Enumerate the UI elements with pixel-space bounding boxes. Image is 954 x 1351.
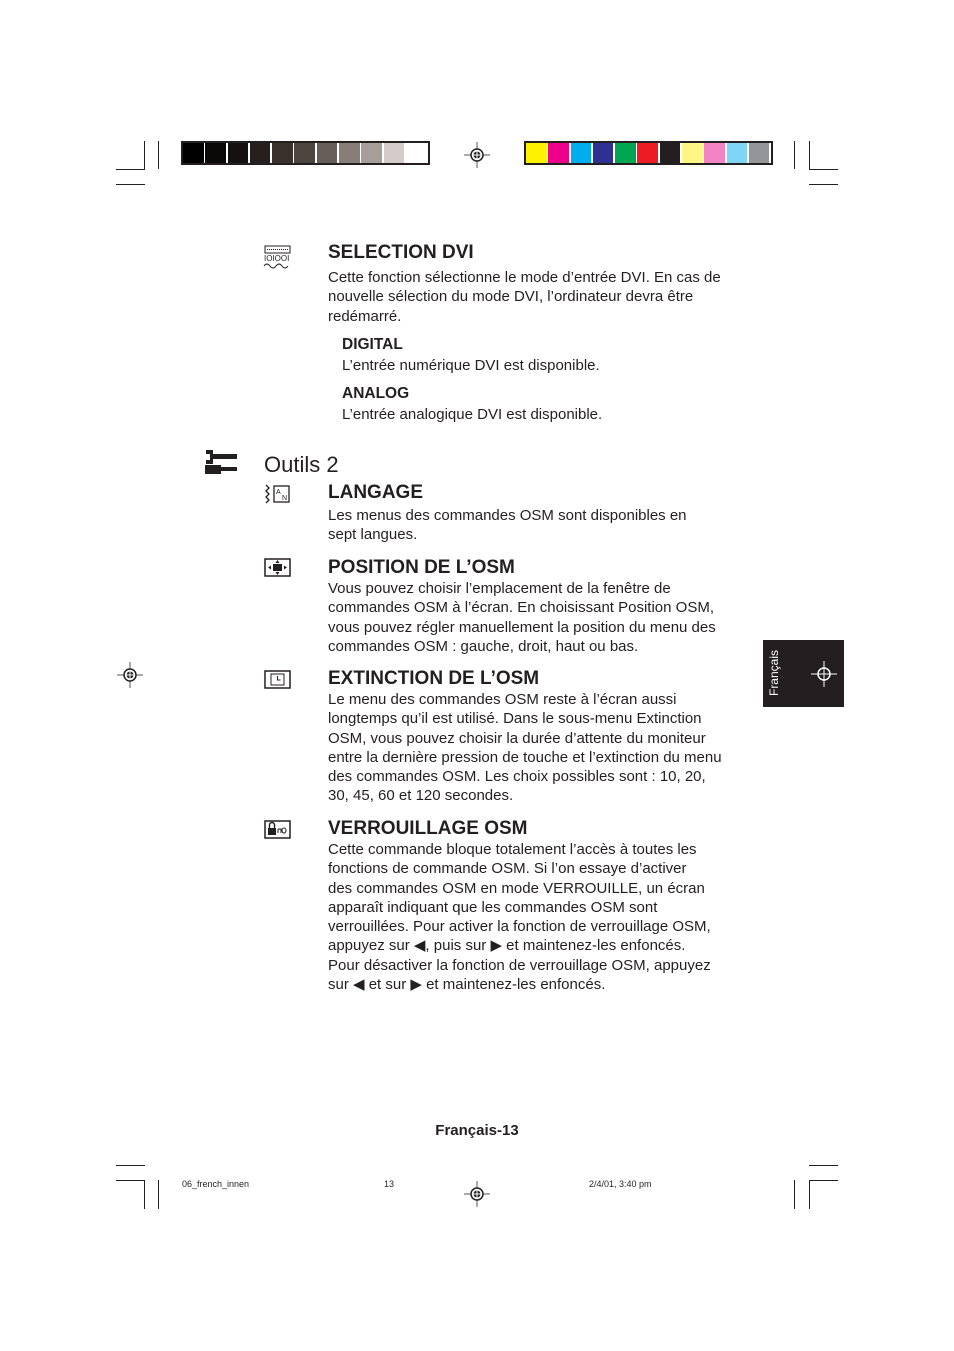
- analog-label: ANALOG: [342, 385, 410, 402]
- crop-mark: [809, 1180, 838, 1181]
- svg-text:A: A: [276, 489, 281, 496]
- color-swatch: [317, 143, 338, 163]
- osm-lock-icon: [264, 820, 291, 839]
- side-tab-label: Français: [767, 650, 781, 697]
- text-line: Cette commande bloque totalement l’accès à toutes les: [328, 841, 697, 858]
- text-line: fonctions de commande OSM. Si l’on essaye d’activer: [328, 860, 687, 878]
- text-line: vous pouvez régler manuellement la position du menu des: [328, 618, 716, 636]
- text-line: redémarré.: [328, 307, 402, 325]
- selection-dvi-heading: SELECTION DVI: [328, 242, 474, 263]
- svg-text:IOIOOI: IOIOOI: [264, 254, 290, 263]
- color-bar: [524, 141, 773, 165]
- tools-icon: [204, 450, 238, 475]
- crop-mark: [794, 141, 795, 169]
- crop-mark: [809, 141, 810, 169]
- verrouillage-text: [328, 840, 711, 994]
- text-line: des commandes OSM. Les choix possibles sont : 10, 20,: [328, 768, 706, 786]
- page-number: Français-13: [435, 1122, 519, 1139]
- color-swatch: [749, 143, 770, 163]
- color-swatch: [228, 143, 249, 163]
- text-line: 30, 45, 60 et 120 secondes.: [328, 787, 514, 805]
- crop-mark: [116, 184, 145, 185]
- crop-mark: [158, 1180, 159, 1209]
- langage-text: [328, 506, 687, 545]
- extinction-heading: EXTINCTION DE L’OSM: [328, 668, 540, 689]
- text-line: sur ◀ et sur ▶ et maintenez-les enfoncés.: [328, 976, 606, 994]
- text-line: Le menu des commandes OSM reste à l’écran aussi: [328, 691, 677, 708]
- color-swatch: [205, 143, 226, 163]
- crop-mark: [116, 1165, 145, 1166]
- color-swatch: [727, 143, 748, 163]
- registration-mark-icon: [464, 1181, 490, 1207]
- color-swatch: [593, 143, 614, 163]
- grayscale-bar: [181, 141, 430, 165]
- color-swatch: [660, 143, 681, 163]
- registration-mark-icon: [464, 142, 490, 168]
- color-swatch: [548, 143, 569, 163]
- language-side-tab: [763, 640, 844, 707]
- color-swatch: [384, 143, 405, 163]
- text-line: Pour désactiver la fonction de verrouillage OSM, appuyez: [328, 956, 711, 974]
- language-icon: [263, 484, 291, 505]
- text-line: Les menus des commandes OSM sont disponibles en: [328, 507, 687, 524]
- langage-heading: LANGAGE: [328, 482, 423, 503]
- crop-mark: [809, 169, 838, 170]
- osm-position-icon: [264, 558, 291, 578]
- color-swatch: [183, 143, 204, 163]
- verrouillage-heading: VERROUILLAGE OSM: [328, 818, 528, 839]
- text-line: entre la dernière pression de touche et l’extinction du menu: [328, 748, 722, 766]
- footer-filename: 06_french_innen: [182, 1179, 250, 1189]
- extinction-text: [328, 690, 722, 806]
- dvi-selection-icon: [263, 245, 292, 269]
- svg-text:N: N: [282, 495, 288, 502]
- text-line: commandes OSM : gauche, droit, haut ou bas.: [328, 637, 639, 655]
- text-line: Vous pouvez choisir l’emplacement de la fenêtre de: [328, 580, 671, 597]
- digital-label: DIGITAL: [342, 336, 403, 353]
- registration-mark-icon: [117, 662, 143, 688]
- color-swatch: [682, 143, 703, 163]
- text-line: commandes OSM à l’écran. En choisissant Position OSM,: [328, 599, 714, 617]
- color-swatch: [294, 143, 315, 163]
- registration-mark-icon: [811, 661, 837, 687]
- text-line: longtemps qu’il est utilisé. Dans le sous-menu Extinction: [328, 710, 702, 728]
- footer-page: 13: [384, 1179, 395, 1189]
- color-swatch: [571, 143, 592, 163]
- section-title: Outils 2: [264, 452, 339, 477]
- analog-text: L’entrée analogique DVI est disponible.: [342, 406, 603, 423]
- text-line: des commandes OSM en mode VERROUILLE, un écran: [328, 879, 705, 897]
- text-line: appuyez sur ◀, puis sur ▶ et maintenez-les enfoncés.: [328, 937, 686, 955]
- crop-mark: [809, 1180, 810, 1209]
- color-swatch: [272, 143, 293, 163]
- text-line: nouvelle sélection du mode DVI, l’ordinateur devra être: [328, 288, 694, 306]
- color-swatch: [406, 143, 427, 163]
- color-swatch: [361, 143, 382, 163]
- digital-text: L’entrée numérique DVI est disponible.: [342, 357, 600, 374]
- color-swatch: [250, 143, 271, 163]
- osm-turn-off-icon: [264, 670, 291, 690]
- crop-mark: [144, 141, 145, 169]
- crop-mark: [116, 1180, 145, 1181]
- crop-mark: [809, 1165, 838, 1166]
- color-swatch: [615, 143, 636, 163]
- selection-dvi-text: [328, 268, 721, 326]
- crop-mark: [144, 1180, 145, 1209]
- text-line: sept langues.: [328, 526, 418, 544]
- position-text: [328, 579, 716, 656]
- color-swatch: [339, 143, 360, 163]
- text-line: Cette fonction sélectionne le mode d’entrée DVI. En cas de: [328, 269, 721, 286]
- position-heading: POSITION DE L’OSM: [328, 557, 515, 578]
- text-line: OSM, vous pouvez choisir la durée d’attente du moniteur: [328, 729, 706, 747]
- color-swatch: [704, 143, 725, 163]
- color-swatch: [637, 143, 658, 163]
- color-swatch: [526, 143, 547, 163]
- text-line: verrouillées. Pour activer la fonction de verrouillage OSM,: [328, 918, 711, 936]
- crop-mark: [794, 1180, 795, 1209]
- footer-date: 2/4/01, 3:40 pm: [589, 1179, 652, 1189]
- crop-mark: [809, 184, 838, 185]
- crop-mark: [158, 141, 159, 169]
- text-line: apparaît indiquant que les commandes OSM sont: [328, 898, 658, 916]
- crop-mark: [116, 169, 145, 170]
